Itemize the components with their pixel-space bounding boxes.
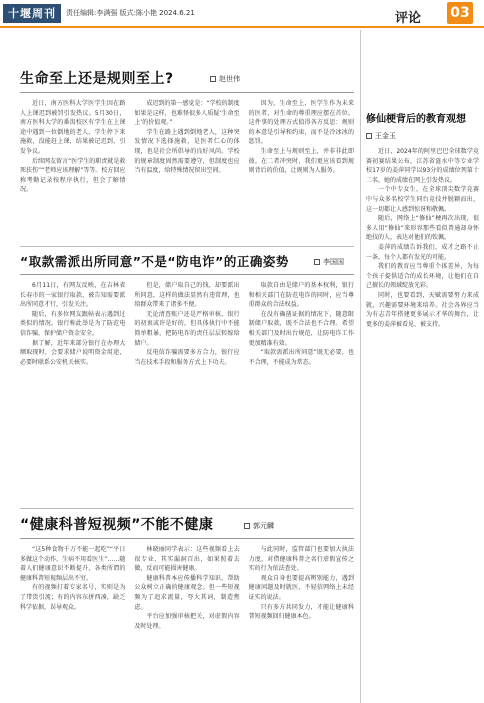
paragraph: 姜萍的成绩告诉我们，成才之路不止一条，每个人都有发光的可能。 [366, 243, 479, 261]
article-column [20, 281, 125, 511]
author-name: 王金玉 [375, 132, 396, 140]
paragraph: 学生在路上遇到倒地老人，这种突发情况下选择施救，是医者仁心的体现，也是社会所倡导的良好风尚。学校的规章制度固然需要遵守，但制度也应当有温度，给特殊情况留出空间。 [134, 128, 240, 175]
author-name: 李国国 [323, 258, 344, 266]
paragraph: 无论清查账户还是严格审核，银行的初衷或许是好的，但具体执行中不能简单粗暴，把防电诈的责任层层转嫁给储户。 [134, 310, 240, 347]
column-separator [360, 30, 361, 703]
article-column [249, 281, 354, 511]
article-life-or-rules [20, 68, 354, 248]
paragraph: 与此同时，监管部门也要加大执法力度，对借健康科普之名行虚假宣传之实的行为依法查处。 [248, 546, 354, 573]
byline-box-icon [366, 133, 372, 139]
sidebar-body [366, 147, 479, 329]
author-name: 赵世伟 [219, 75, 240, 83]
paragraph: 因为，生命至上，医学生作为未来的医者，对生命的尊重理应摆在首位。这件事的处理方式值得各方反思：规则的本意是引导和约束，而不是冷冰冰的惩罚。 [248, 100, 354, 146]
article-byline [244, 521, 274, 531]
header-rule [0, 26, 484, 28]
byline-box-icon [244, 523, 250, 529]
sidebar-byline [366, 131, 479, 141]
byline-box-icon [314, 259, 320, 265]
title-rule [20, 92, 354, 93]
article-title: “健康科普短视频”不能不健康 [20, 517, 214, 533]
paragraph: 健康科普本应传播科学知识，帮助公众树立正确的健康观念。但一些短视频为了追求流量，夸大其词，制造焦虑。 [134, 574, 240, 611]
paragraph: 6月11日，有网友反映，在吉林省长春市的一家银行取款，被告知需要派出所同意才行，引发关注。 [20, 282, 126, 309]
paragraph: 随后，网络上“修仙”梗再次出现，很多人用“修仙”来形容那些看似普通却身怀绝技的人，表达对他们的钦佩。 [366, 215, 479, 242]
article-column [134, 545, 239, 703]
paragraph: 有的视频打着专家名号，实则是为了带货引流；有的内容东拼西凑，缺乏科学依据，误导观众。 [20, 584, 126, 611]
article-withdrawal-police [20, 252, 354, 512]
article-title: 生命至上还是规则至上? [20, 71, 174, 87]
article-column [249, 545, 354, 703]
article-byline [314, 257, 344, 267]
article-column [20, 99, 125, 249]
article-column [249, 99, 354, 249]
paragraph: 我们的教育应当尊重个体差异，为每个孩子提供适合的成长环境，让他们在自己擅长的领域绽放光彩。 [366, 263, 479, 290]
article-columns [20, 545, 354, 703]
article-health-videos [20, 514, 354, 700]
sidebar-article [366, 110, 479, 329]
page-header [0, 0, 484, 30]
story-divider [20, 508, 354, 509]
paragraph: “取款需派出所同意”既无必要，也不合理，不能成为常态。 [248, 349, 354, 366]
paragraph: 只有多方共同发力，才能让健康科普短视频回归健康本色。 [248, 603, 354, 621]
paragraph: 同时，也要看到，天赋需要努力来成就，兴趣需要环境来培养。社会各界应当为有志青年搭建更多展示才华的舞台，让更多的姜萍被看见、被支持。 [366, 291, 479, 328]
editor-credits: 责任编辑:李满强 版式:陈小艳 2024.6.21 [66, 9, 195, 17]
sidebar-title: 修仙梗背后的教育观想 [366, 114, 466, 125]
title-rule [20, 274, 354, 275]
paragraph: 近日，2024年的阿里巴巴全球数学竞赛初赛结果公布，江苏省涟水中等专业学校17岁的姜萍同学以93分的成绩位列第十二名，她的成绩在网上引发热议。 [366, 148, 479, 184]
paragraph: 成迟到的第一感觉是：“学校的制度如果是这样，也难怪很多人质疑‘生命至上’的价值观。” [134, 100, 240, 127]
paragraph: 随后，有多位网友跟帖表示遇到过类似的情况。银行称此举是为了防范电信诈骗，保护储户资金安全。 [20, 310, 126, 337]
article-column [134, 281, 239, 511]
byline-box-icon [210, 76, 216, 82]
article-title: “取款需派出所同意”不是“防电诈”的正确姿势 [20, 254, 289, 269]
paragraph: 平台应加强审核把关，对虚假内容及时处理。 [134, 613, 240, 630]
paragraph: 据了解，近年来部分银行在办理大额取现时，会要求储户说明资金用途，必要时联系公安机关核实。 [20, 339, 126, 366]
paragraph: 近日，南方医科大学医学生因在路人上课迟到被罚引发热议。5月30日，南方医科大学的番禺校区有学生在上课途中遇到一位倒地的老人，学生停下来施救，没能赶上课，结果被记迟到，引发争议。 [20, 100, 126, 155]
paragraph: 一个中专女生，在全球顶尖数学竞赛中与众多名校学生同台竞技并脱颖而出，这一切都让人感到惊讶和敬佩。 [366, 186, 479, 213]
paragraph: 反电信诈骗需要多方合力，银行应当在技术手段和服务方式上下功夫。 [134, 349, 240, 366]
article-column [20, 545, 125, 703]
paragraph: “这5种食物千万不能一起吃”“平日多做这个动作，生病不用看医生”……随着人们健康意识不断提升，各类所谓的健康科普短视频层出不穷。 [20, 546, 126, 582]
section-title: 评论 [395, 11, 422, 26]
paragraph: 但是，储户取自己的钱，却要派出所同意，这样的做法显然有违常理，也给群众带来了诸多不便。 [134, 282, 240, 309]
author-name: 郭元麟 [253, 522, 274, 530]
story-divider [20, 246, 354, 247]
paragraph: 后续网友留言“医学生的职责就是救死扶伤”“老师应该理解”等等。校方回应称考勤记录按程序执行，但会了解情况。 [20, 157, 126, 194]
paragraph: 观众自身也要提高辨别能力，遇到健康问题及时就医，不轻信网络上未经证实的说法。 [248, 574, 354, 601]
article-byline [210, 74, 240, 84]
paragraph: 生命至上与规则至上，并非非此即彼。在二者冲突时，我们更应该看到规则背后的价值，让规则为人服务。 [248, 147, 354, 175]
page-number-badge: 03 [447, 2, 473, 24]
paragraph: 在没有确凿证据的情况下，随意限制储户取款，既不合法也不合理。希望相关部门及时出台规范，让防电诈工作更加精准有效。 [248, 310, 354, 347]
paragraph: 林晓丽同学表示：这些视频看上去很专业，其实漏洞百出，如果照着去做，反而可能损害健康。 [134, 546, 240, 573]
article-columns [20, 281, 354, 511]
paragraph: 取款自由是储户的基本权利，银行和相关部门在防范电诈的同时，应当尊重群众的合法权益。 [248, 282, 354, 309]
title-rule [20, 538, 354, 539]
article-columns [20, 99, 354, 249]
masthead: 十堰周刊 [3, 4, 61, 23]
article-column [134, 99, 239, 249]
